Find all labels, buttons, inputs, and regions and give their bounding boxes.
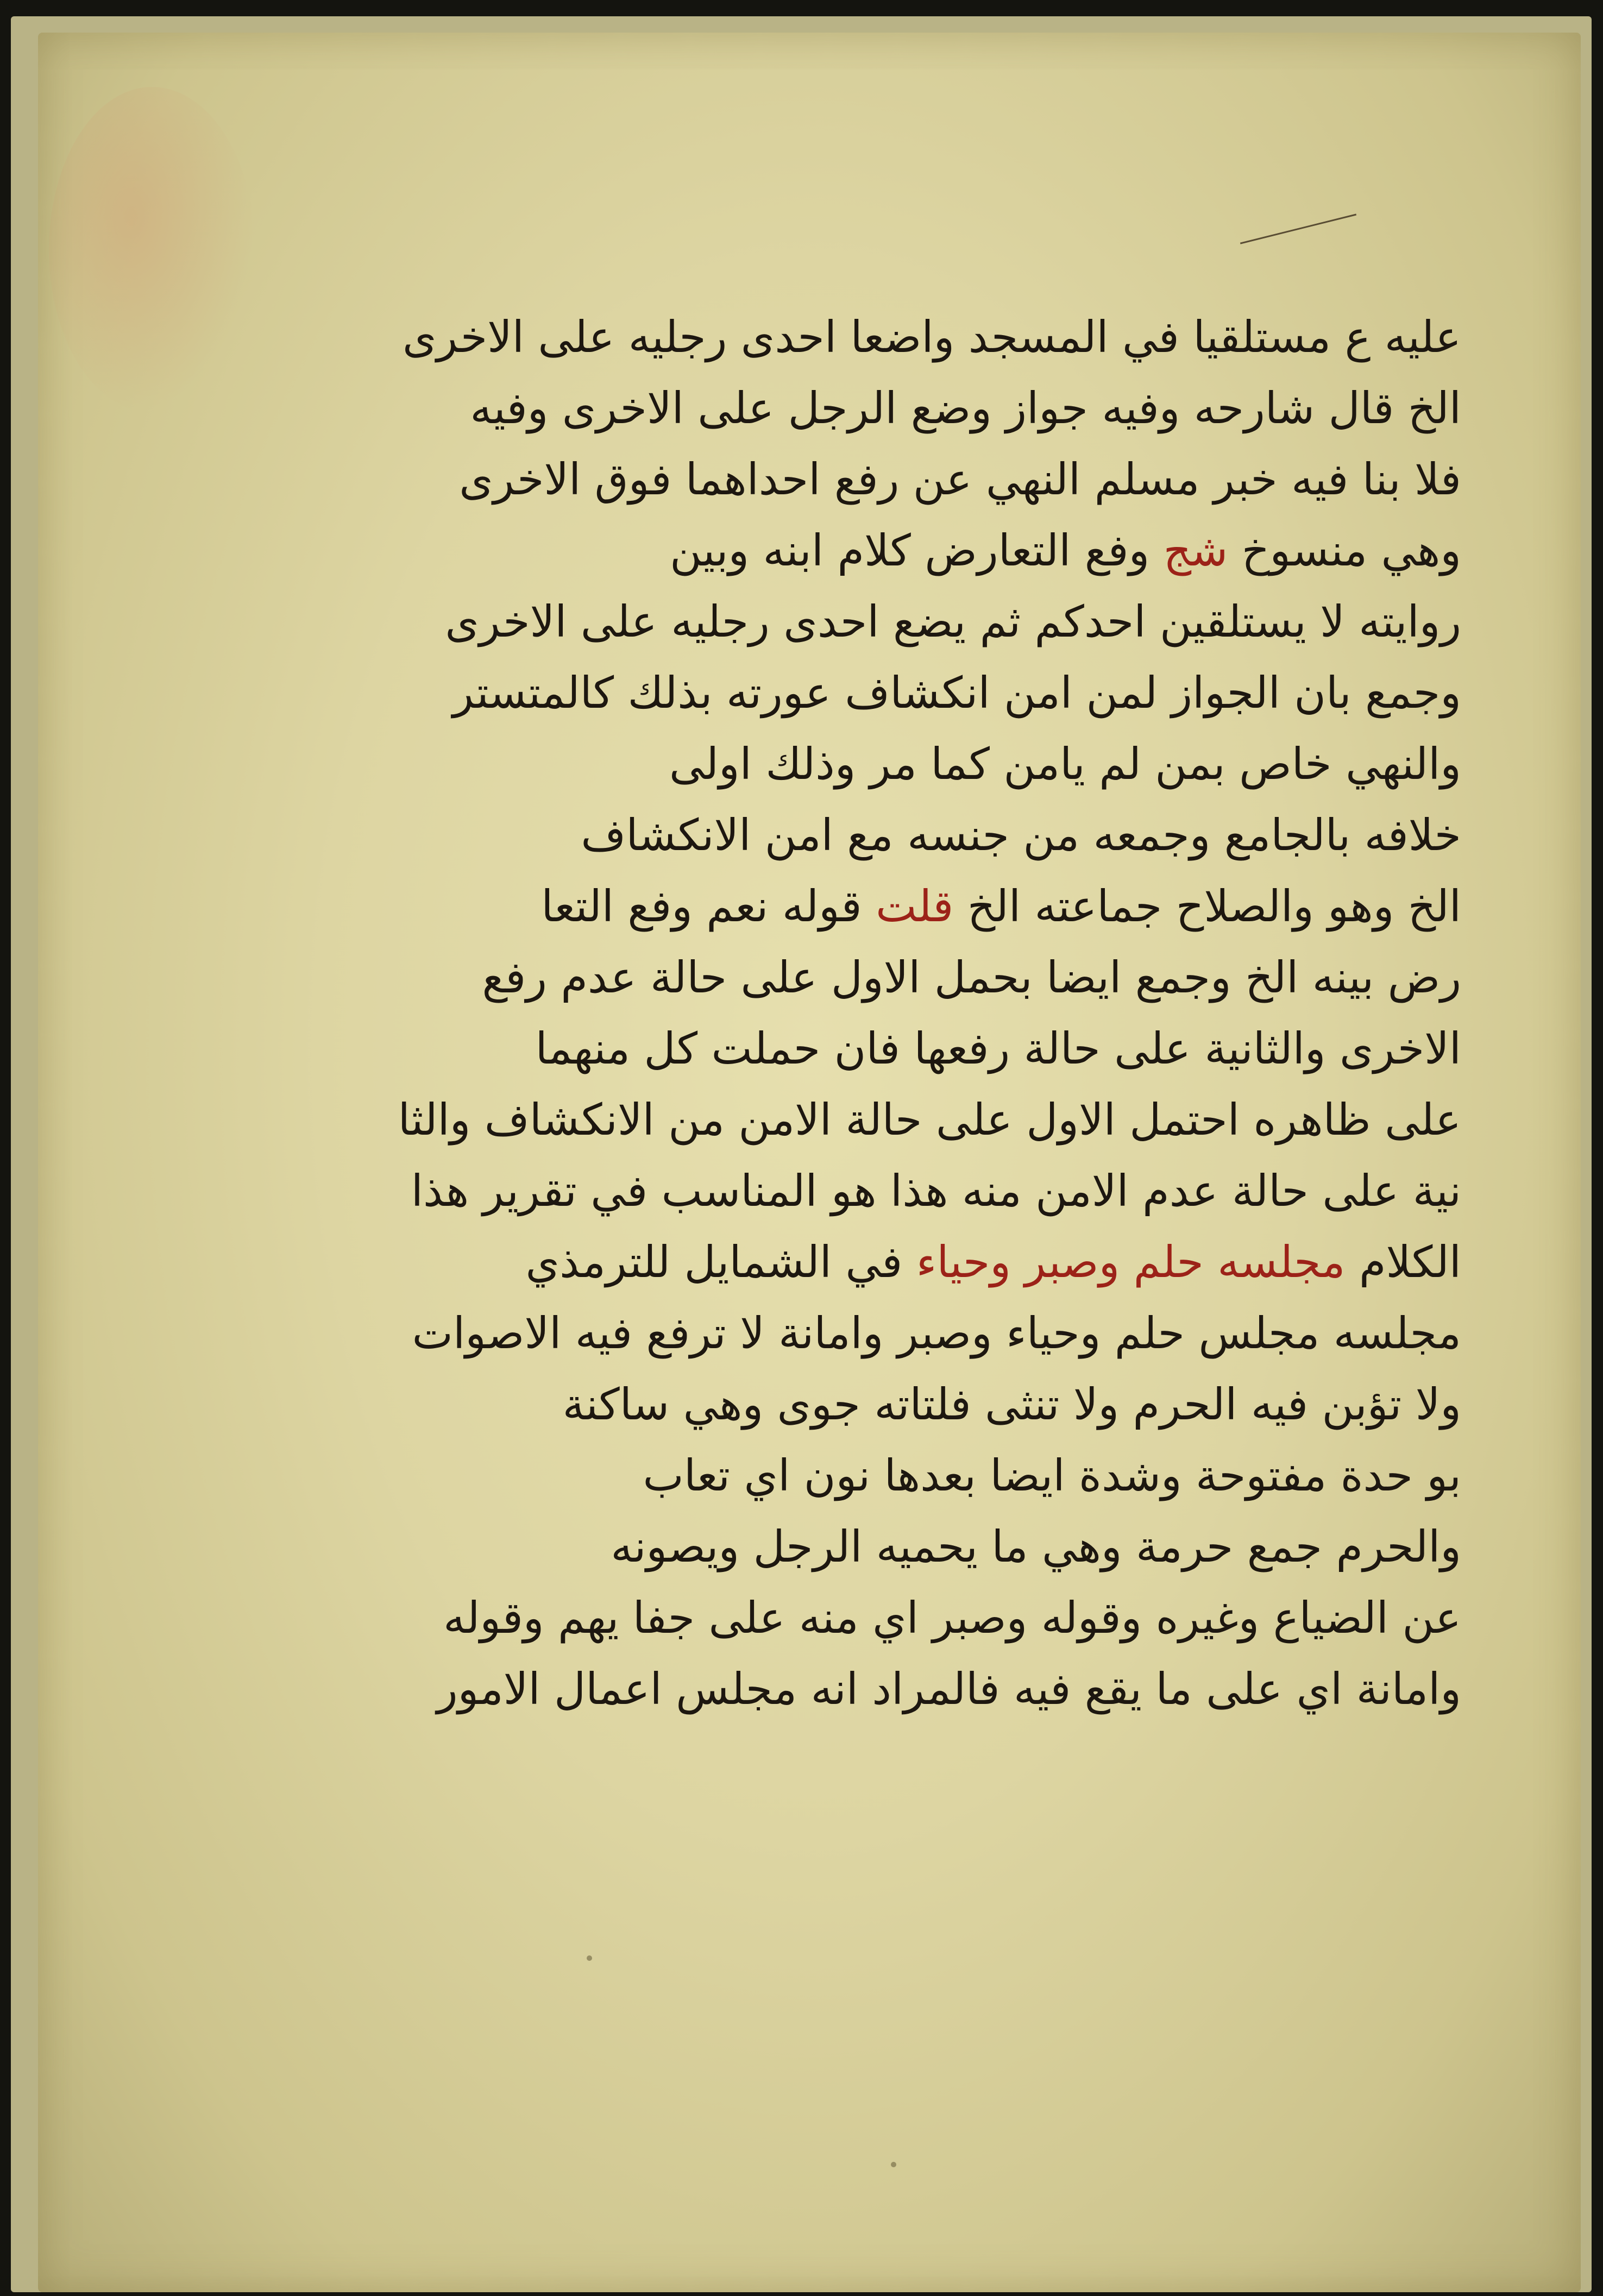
rubric-text: قلت [876,881,954,932]
manuscript-line [452,657,1461,728]
paper-speck [587,1955,592,1961]
body-text: خلافه بالجامع وجمعه من جنسه مع امن الانكشاف [581,810,1461,860]
manuscript-line [436,1653,1461,1725]
manuscript-line [482,942,1461,1013]
manuscript-line [565,515,1461,586]
body-text: عليه ع مستلقيا في المسجد واضعا احدى رجليه على الاخرى [402,312,1461,362]
manuscript-line [411,1155,1461,1226]
manuscript-line [565,1511,1461,1582]
manuscript-line [412,1298,1461,1369]
manuscript-text [398,301,1461,1725]
manuscript-line [445,586,1461,657]
body-text: الاخرى والثانية على حالة رفعها فان حملت كل منهما [535,1023,1461,1074]
body-text: وامانة اي على ما يقع فيه فالمراد انه مجلس اعمال الامور [436,1664,1461,1714]
body-text: رض بينه الخ وجمع ايضا بحمل الاول على حالة عدم رفع [482,952,1461,1003]
body-text: روايته لا يستلقين احدكم ثم يضع احدى رجليه على الاخرى [445,596,1461,647]
body-text: الخ قال شارحه وفيه جواز وضع الرجل على الاخرى وفيه [470,383,1461,433]
manuscript-line [402,301,1461,373]
body-text: الكلام [1345,1237,1461,1287]
manuscript-line [565,1440,1461,1511]
manuscript-line [562,1369,1461,1440]
paper-speck [891,2162,896,2167]
body-text: قوله نعم وفع التعا [541,881,876,932]
manuscript-line [565,728,1461,800]
manuscript-line [525,1226,1461,1298]
body-text: عن الضياع وغيره وقوله وصبر اي منه على جفا يهم وقوله [443,1593,1461,1643]
manuscript-line [470,373,1461,444]
body-text: والنهي خاص بمن لم يامن كما مر وذلك اولى [669,739,1461,789]
body-text: ولا تؤبن فيه الحرم ولا تنثى فلتاته جوى وهي ساكنة [562,1379,1461,1430]
water-stain [49,87,255,413]
body-text: في الشمايل للترمذي [525,1237,916,1287]
manuscript-line [535,1013,1461,1084]
manuscript-line [565,800,1461,871]
body-text: وفع التعارض كلام ابنه وبين [670,525,1164,576]
manuscript-line [443,1582,1461,1653]
body-text: فلا بنا فيه خبر مسلم النهي عن رفع احداهما فوق الاخرى [459,454,1461,505]
rubric-text: شج [1163,525,1228,576]
body-text: مجلسه مجلس حلم وحياء وصبر وامانة لا ترفع فيه الاصوات [412,1308,1461,1358]
body-text: والحرم جمع حرمة وهي ما يحميه الرجل ويصونه [611,1521,1461,1572]
body-text: نية على حالة عدم الامن منه هذا هو المناسب في تقرير هذا [411,1166,1461,1216]
manuscript-line [398,1084,1461,1155]
rubric-text: مجلسه حلم وصبر وحياء [916,1237,1346,1287]
manuscript-line [541,871,1461,942]
manuscript-line [459,444,1461,515]
body-text: على ظاهره احتمل الاول على حالة الامن من الانكشاف والثا [398,1094,1461,1145]
body-text: وجمع بان الجواز لمن امن انكشاف عورته بذلك كالمتستر [452,668,1461,718]
body-text: وهي منسوخ [1228,525,1461,576]
body-text: الخ وهو والصلاح جماعته الخ [953,881,1461,932]
body-text: بو حدة مفتوحة وشدة ايضا بعدها نون اي تعاب [643,1450,1461,1501]
